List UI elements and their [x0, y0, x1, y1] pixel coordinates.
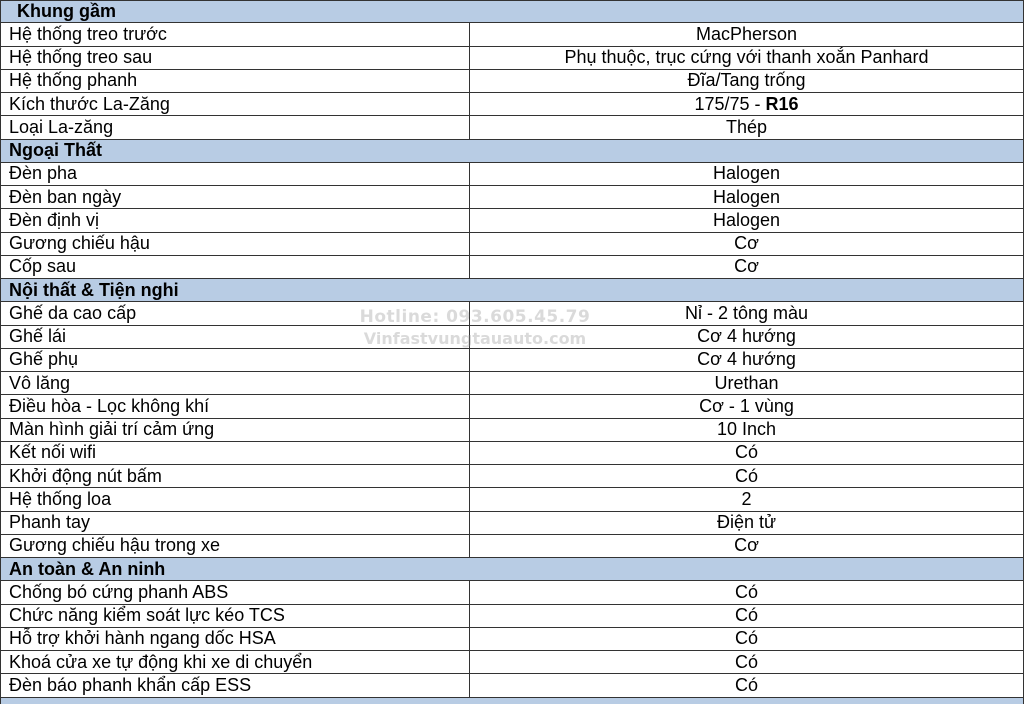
table-row	[0, 70, 1024, 93]
row-label: Chống bó cứng phanh ABS	[0, 581, 470, 603]
row-value-text: Cơ	[734, 535, 759, 556]
row-value-text: 2	[741, 488, 752, 509]
row-label: Kích thước La-Zăng	[0, 93, 470, 115]
row-value-bold: R16	[765, 93, 799, 114]
row-label: Đèn ban ngày	[0, 186, 470, 208]
row-value	[470, 70, 1024, 92]
table-row	[0, 372, 1024, 395]
row-value	[470, 372, 1024, 394]
row-label: Hỗ trợ khởi hành ngang dốc HSA	[0, 628, 470, 650]
row-value-text: Đĩa/Tang trống	[687, 70, 806, 91]
row-label: Đèn pha	[0, 163, 470, 185]
row-label: Ghế phụ	[0, 349, 470, 371]
table-row	[0, 465, 1024, 488]
row-label: Hệ thống treo sau	[0, 47, 470, 69]
row-value	[470, 349, 1024, 371]
row-value	[470, 47, 1024, 69]
row-value-text: Phụ thuộc, trục cứng với thanh xoắn Panhard	[564, 47, 929, 68]
row-label: Ghế da cao cấp	[0, 302, 470, 324]
row-value	[470, 605, 1024, 627]
row-label: Gương chiếu hậu	[0, 233, 470, 255]
row-label: Vô lăng	[0, 372, 470, 394]
watermark-hotline: Hotline: 093.605.45.79	[359, 307, 591, 327]
row-value	[470, 442, 1024, 464]
row-value	[470, 163, 1024, 185]
row-label: Chức năng kiểm soát lực kéo TCS	[0, 605, 470, 627]
section-header	[0, 0, 1024, 23]
row-value	[470, 233, 1024, 255]
table-row	[0, 116, 1024, 139]
section-title: Ngoại Thất	[9, 140, 102, 161]
row-value	[470, 256, 1024, 278]
row-value-text: Thép	[725, 116, 768, 137]
watermark-website: Vinfastvungtauauto.com	[363, 329, 587, 348]
row-value-text: Điện tử	[716, 512, 777, 533]
section-header-cropped	[0, 698, 1024, 704]
row-value-text: Có	[734, 651, 758, 672]
table-row	[0, 47, 1024, 70]
table-row	[0, 674, 1024, 697]
row-value	[470, 93, 1024, 115]
row-value	[470, 209, 1024, 231]
row-label: Hệ thống treo trước	[0, 23, 470, 45]
table-row	[0, 302, 1024, 325]
row-label: Hệ thống phanh	[0, 70, 470, 92]
row-value-text: MacPherson	[695, 23, 798, 44]
table-row	[0, 419, 1024, 442]
row-value-text: Halogen	[712, 163, 781, 184]
row-value	[470, 674, 1024, 696]
table-row	[0, 186, 1024, 209]
table-row	[0, 93, 1024, 116]
section-title: Khung gầm	[17, 1, 116, 22]
row-value	[470, 326, 1024, 348]
table-row	[0, 349, 1024, 372]
section-header	[0, 279, 1024, 302]
table-row	[0, 628, 1024, 651]
section-header	[0, 140, 1024, 163]
table-row	[0, 651, 1024, 674]
row-value	[470, 651, 1024, 673]
row-label: Kết nối wifi	[0, 442, 470, 464]
row-label: Ghế lái	[0, 326, 470, 348]
row-value-text: Cơ	[734, 233, 759, 254]
table-row	[0, 209, 1024, 232]
row-value-text: Có	[734, 581, 758, 602]
row-value-text: Nỉ - 2 tông màu	[684, 302, 809, 323]
row-value-text: 175/75 -	[694, 93, 761, 114]
row-value	[470, 302, 1024, 324]
row-label: Đèn báo phanh khẩn cấp ESS	[0, 674, 470, 696]
row-value-text: Cơ 4 hướng	[697, 349, 796, 370]
table-row	[0, 326, 1024, 349]
row-value	[470, 395, 1024, 417]
table-row	[0, 256, 1024, 279]
row-value-text: Halogen	[712, 209, 781, 230]
row-value-text: Cơ	[734, 256, 759, 277]
row-label: Gương chiếu hậu trong xe	[0, 535, 470, 557]
row-value	[470, 186, 1024, 208]
section-title: Nội thất & Tiện nghi	[9, 279, 179, 300]
row-value-text: Có	[734, 442, 758, 463]
table-row	[0, 581, 1024, 604]
row-value-text: Có	[734, 628, 758, 649]
row-label: Phanh tay	[0, 512, 470, 534]
row-label: Đèn định vị	[0, 209, 470, 231]
row-value	[470, 419, 1024, 441]
row-value-text: Cơ - 1 vùng	[699, 395, 794, 416]
row-value	[470, 628, 1024, 650]
row-value-text: Có	[734, 605, 758, 626]
section-header	[0, 558, 1024, 581]
row-value	[470, 116, 1024, 138]
table-row	[0, 163, 1024, 186]
row-value	[470, 512, 1024, 534]
row-value	[470, 535, 1024, 557]
row-label: Màn hình giải trí cảm ứng	[0, 419, 470, 441]
row-value-text: Halogen	[712, 186, 781, 207]
section-title: An toàn & An ninh	[9, 558, 166, 579]
table-row	[0, 442, 1024, 465]
table-row	[0, 535, 1024, 558]
row-value-text: 10 Inch	[716, 419, 777, 440]
row-label: Hệ thống loa	[0, 488, 470, 510]
row-label: Điều hòa - Lọc không khí	[0, 395, 470, 417]
table-row	[0, 512, 1024, 535]
row-value-text: Có	[734, 674, 758, 695]
row-value-text: Cơ 4 hướng	[697, 326, 796, 347]
row-label: Khởi động nút bấm	[0, 465, 470, 487]
row-value	[470, 581, 1024, 603]
table-row	[0, 395, 1024, 418]
row-value	[470, 488, 1024, 510]
row-value	[470, 23, 1024, 45]
row-label: Loại La-zăng	[0, 116, 470, 138]
table-row	[0, 233, 1024, 256]
row-label: Cốp sau	[0, 256, 470, 278]
table-row	[0, 605, 1024, 628]
table-row	[0, 23, 1024, 46]
row-label: Khoá cửa xe tự động khi xe di chuyển	[0, 651, 470, 673]
row-value-text: Có	[734, 465, 758, 486]
table-row	[0, 488, 1024, 511]
row-value-text: Urethan	[714, 372, 779, 393]
row-value	[470, 465, 1024, 487]
